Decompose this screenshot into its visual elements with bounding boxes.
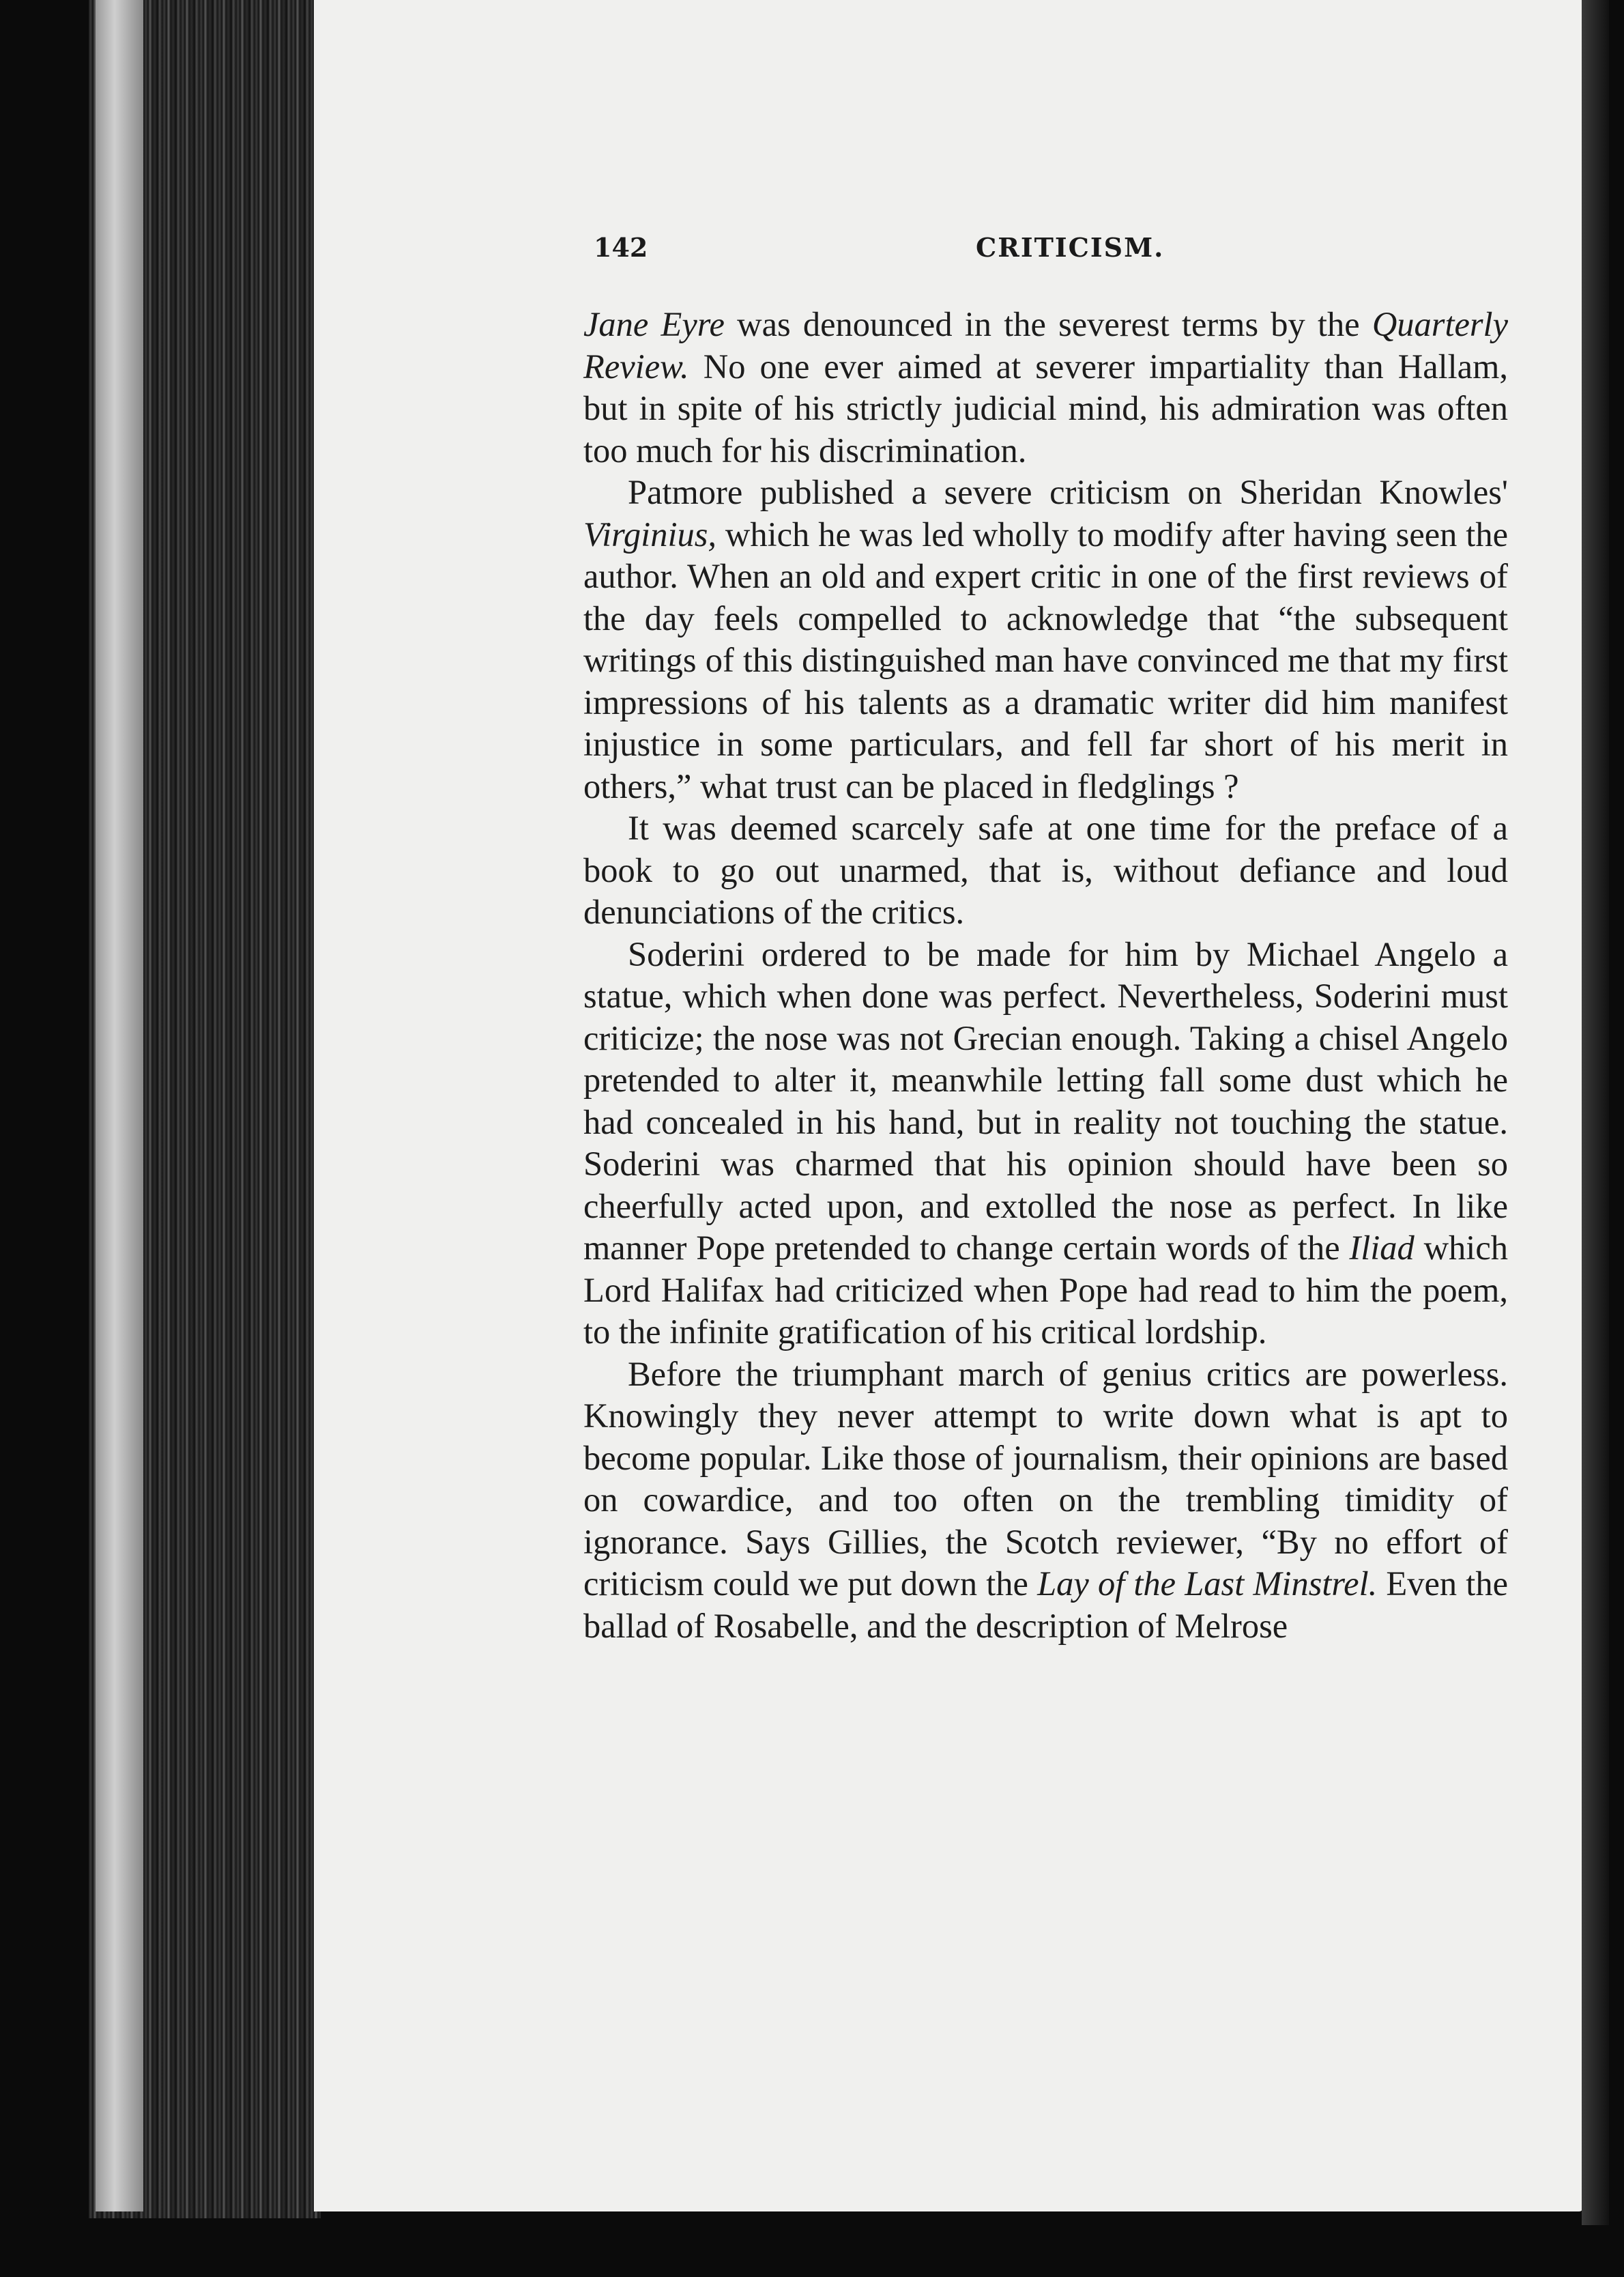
paragraph [583, 934, 1508, 1354]
text-run: No one ever aimed at severer impartiality than Hallam, but in spite of his strictly judicial mind, his admiration was often too much for his discrimination. [583, 347, 1508, 470]
page-stack-edge [96, 0, 143, 2211]
text-run: which Lord Halifax had criticized when Pope had read to him the poem, to the infinite gratification of his critical lordship. [583, 1229, 1508, 1351]
text-run: Patmore published a severe criticism on Sheridan Knowles' [628, 473, 1508, 511]
page-shadow [1582, 0, 1609, 2225]
paragraph [583, 472, 1508, 807]
italic-title: Iliad [1349, 1229, 1415, 1267]
text-run: was denounced in the severest terms by the [724, 305, 1372, 343]
text-run: Even the ballad of Rosabelle, and the description of Melrose [583, 1564, 1508, 1645]
text-run: Before the triumphant march of genius critics are powerless. Knowingly they never attempt to write down what is apt to become popular. Like those of journalism, their opinions are based on cowardice, and too often on the trembling timidity of ignorance. Says Gillies, the Scotch reviewer, “By no effort of criticism could we put down the [583, 1354, 1508, 1603]
italic-title: Jane Eyre [583, 305, 725, 343]
text-run: It was deemed scarcely safe at one time for the preface of a book to go out unarmed, that is, without defiance and loud denunciations of the critics. [583, 809, 1508, 931]
page-header [587, 232, 1508, 273]
italic-title: Virginius, [583, 515, 716, 554]
text-run: which he was led wholly to modify after having seen the author. When an old and expert critic in one of the first reviews of the day feels compelled to acknowledge that “the subsequent writings of this distinguished man have convinced me that my first impressions of his talents as a dramatic writer did him manifest injustice in some particulars, and fell far short of his merit in others,” what trust can be placed in fledglings ? [583, 515, 1508, 805]
italic-title: Quarterly Review. [583, 305, 1508, 386]
italic-title: Lay of the Last Minstrel. [1037, 1564, 1378, 1603]
text-run: Soderini ordered to be made for him by Michael Angelo a statue, which when done was perfect. Nevertheless, Soderini must criticize; the nose was not Grecian enough. Taking a chisel Angelo pretended to alter it, meanwhile letting fall some dust which he had concealed in his hand, but in reality not touching the statue. Soderini was charmed that his opinion should have been so cheerfully acted upon, and extolled the nose as perfect. In like manner Pope pretended to change certain words of the [583, 934, 1508, 1267]
body-text [583, 304, 1508, 1647]
paragraph [583, 1354, 1508, 1648]
running-head: CRITICISM. [976, 232, 1165, 263]
paragraph [583, 807, 1508, 934]
page-number: 142 [594, 232, 648, 263]
paragraph [583, 304, 1508, 472]
